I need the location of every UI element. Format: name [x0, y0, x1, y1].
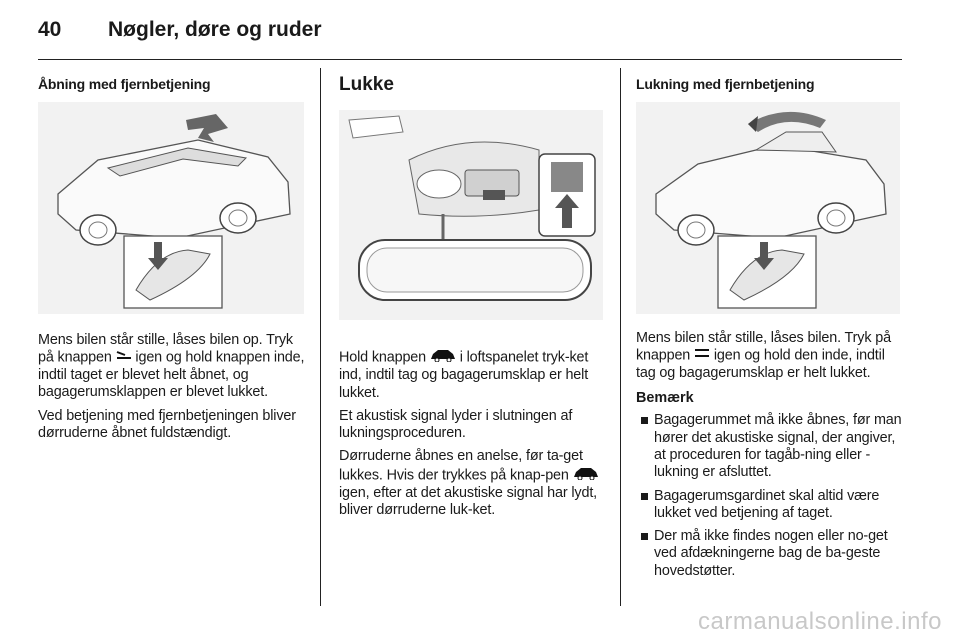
page-title: Nøgler, døre og ruder: [108, 18, 322, 41]
roof-open-icon: [116, 349, 132, 366]
page-header: [38, 18, 322, 48]
section-heading: Lukke: [339, 74, 394, 95]
paragraph: Et akustisk signal lyder i slutningen af lukningsproceduren.: [339, 407, 573, 442]
note-list: [636, 412, 904, 580]
column-close: [339, 70, 607, 520]
column-open-remote: [38, 70, 306, 442]
list-item: Bagagerummet må ikke åbnes, før man hører det akustiske signal, der angiver, at proceduren for tagåb-ning eller -lukning er afsluttet.: [636, 412, 904, 481]
column-close-remote: [636, 70, 904, 580]
ceiling-panel-illustration: [339, 110, 603, 320]
paragraph: Mens bilen står stille, låses bilen op. Tryk på knappen igen og hold knappen inde, indtil taget er blevet helt åbnet, og bagagerumsklappen er blevet lukket.: [38, 332, 305, 401]
paragraph: Hold knappen i loftspanelet tryk-ket ind, indtil tag og bagagerumsklap er helt lukket.: [339, 349, 589, 401]
section-heading: Åbning med fjernbetjening: [38, 76, 211, 92]
page-number: 40: [38, 18, 62, 41]
watermark: carmanualsonline.info: [698, 608, 942, 635]
column-divider: [620, 68, 621, 606]
paragraph: Dørruderne åbnes en anelse, før ta-get lukkes. Hvis der trykkes på knap-pen igen, efter at det akustiske signal har lydt, bliver dørruderne luk-ket.: [339, 448, 598, 519]
header-rule: [38, 59, 902, 60]
roof-close-icon: [694, 347, 710, 364]
car-illustration: [636, 102, 900, 314]
illustration-roof-opening: [38, 102, 304, 314]
paragraph: Ved betjening med fjernbetjeningen bliver dørruderne åbnet fuldstændigt.: [38, 407, 296, 441]
illustration-roof-closing: [636, 102, 900, 314]
note-title: Bemærk: [636, 390, 694, 407]
paragraph: Mens bilen står stille, låses bilen. Tryk på knappen igen og hold den inde, indtil tag og bagagerumsklap er helt lukket.: [636, 330, 891, 382]
illustration-ceiling-panel: [339, 110, 603, 320]
car-illustration: [38, 102, 304, 314]
car-roof-icon: [430, 348, 456, 367]
section-heading: Lukning med fjernbetjening: [636, 76, 815, 92]
list-item: Bagagerumsgardinet skal altid være lukket ved betjening af taget.: [636, 488, 904, 523]
car-roof-icon: [573, 466, 599, 485]
column-divider: [320, 68, 321, 606]
list-item: Der må ikke findes nogen eller no-get ved afdækningerne bag de ba-geste hovedstøtter.: [636, 528, 904, 580]
